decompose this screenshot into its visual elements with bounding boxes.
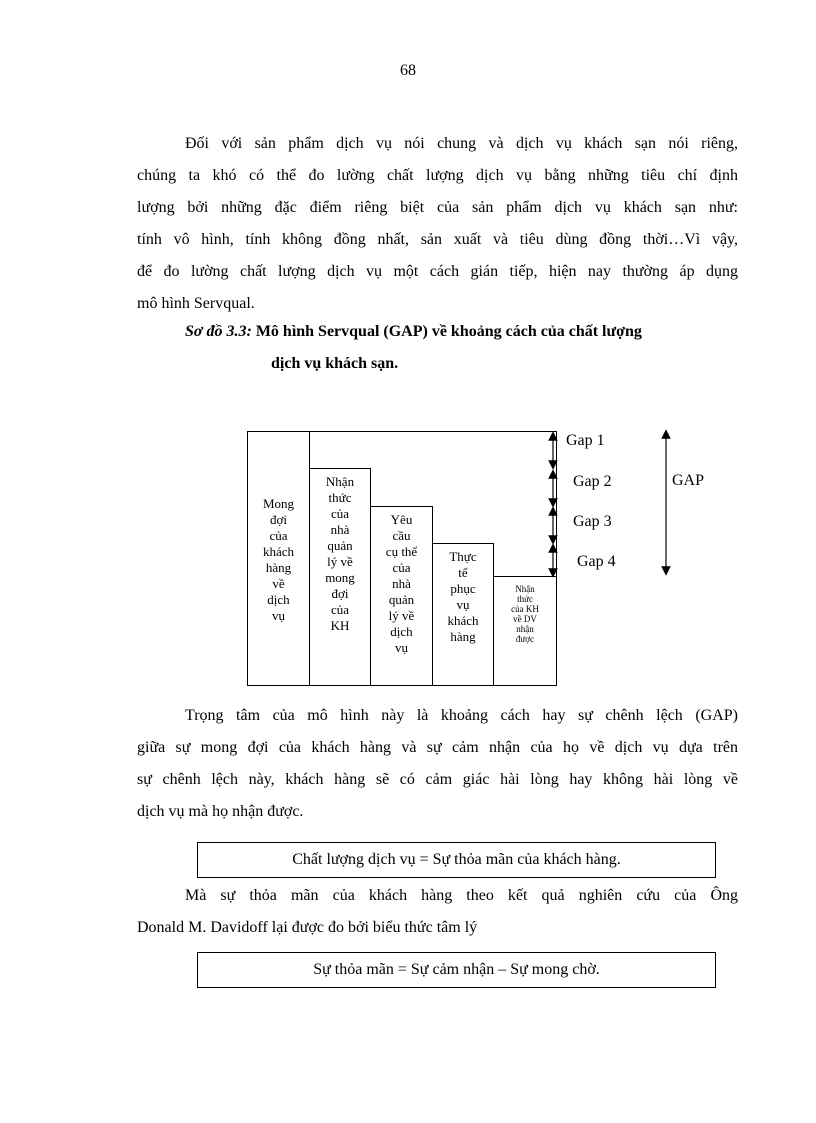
paragraph-line: Donald M. Davidoff lại được đo bởi biểu thức tâm lý (137, 919, 478, 936)
paragraph-line: lượng bởi những đặc điểm riêng biệt của sản phẩm dịch vụ khách sạn như: (137, 199, 738, 216)
page-number: 68 (400, 62, 416, 79)
paragraph-line: dịch vụ mà họ nhận được. (137, 803, 304, 820)
gap-1-label: Gap 1 (566, 432, 605, 449)
column-label: Thực tế phục vụ khách hàng (447, 549, 479, 644)
paragraph-line: tính vô hình, tính không đồng nhất, sản xuất và tiêu dùng đồng thời…Vì vậy, (137, 231, 738, 248)
intro-paragraph (137, 128, 738, 320)
gap-2-label: Gap 2 (573, 473, 612, 490)
figure-label: Sơ đồ 3.3: (185, 323, 252, 340)
paragraph-line: giữa sự mong đợi của khách hàng và sự cảm nhận của họ về dịch vụ dựa trên (137, 739, 738, 756)
figure-title: Mô hình Servqual (GAP) về khoảng cách của chất lượng (255, 323, 642, 340)
paragraph-line: Mà sự thỏa mãn của khách hàng theo kết quả nghiên cứu của Ông (185, 887, 738, 904)
paragraph-2 (137, 700, 738, 828)
column-label: Yêu cầu cụ thể của nhà quản lý về dịch vụ (385, 512, 418, 655)
paragraph-line: để đo lường chất lượng dịch vụ một cách gián tiếp, hiện nay thường áp dụng (137, 263, 738, 280)
paragraph-3 (137, 880, 738, 944)
formula-box-quality: Chất lượng dịch vụ = Sự thỏa mãn của khách hàng. (197, 842, 716, 878)
column-label: Nhận thức của nhà quản lý về mong đợi của KH (325, 474, 355, 633)
gap-4-label: Gap 4 (577, 553, 616, 570)
paragraph-line: chúng ta khó có thể đo lường chất lượng dịch vụ bằng những tiêu chí định (137, 167, 738, 184)
formula-box-satisfaction: Sự thỏa mãn = Sự cảm nhận – Sự mong chờ. (197, 952, 716, 988)
paragraph-line: Đối với sản phẩm dịch vụ nói chung và dịch vụ khách sạn nói riêng, (185, 135, 738, 152)
figure-caption-line2: dịch vụ khách sạn. (271, 355, 399, 372)
total-gap-label: GAP (672, 472, 705, 489)
paragraph-line: Trọng tâm của mô hình này là khoảng cách hay sự chênh lệch (GAP) (185, 707, 738, 724)
column-label: Mong đợi của khách hàng về dịch vụ (262, 496, 295, 623)
paragraph-line: mô hình Servqual. (137, 295, 255, 312)
paragraph-line: sự chênh lệch này, khách hàng sẽ có cảm giác hài lòng hay không hài lòng về (137, 771, 738, 788)
column-label: Nhận thức của KH về DV nhận được (511, 584, 539, 644)
figure-caption-line1 (185, 316, 642, 348)
gap-3-label: Gap 3 (573, 513, 612, 530)
